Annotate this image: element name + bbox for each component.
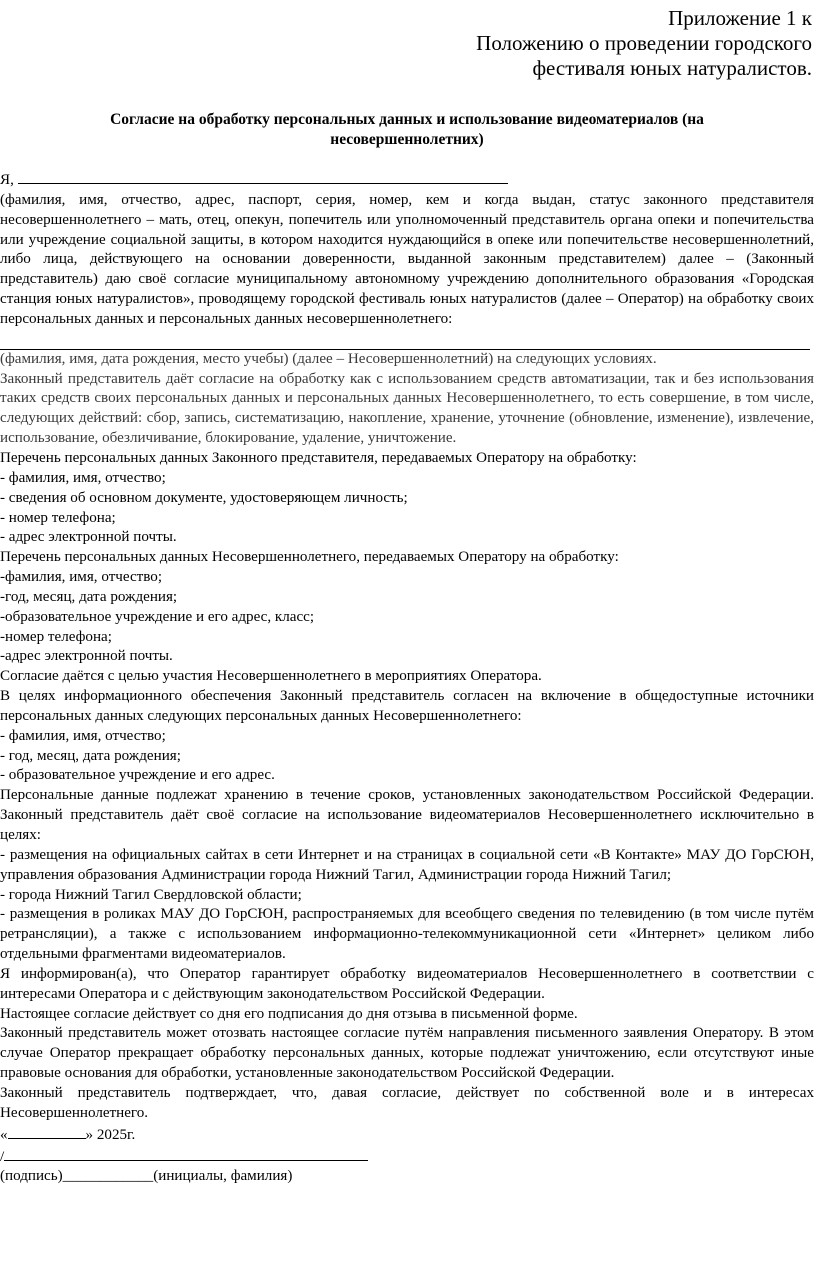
paragraph: Согласие даётся с целью участия Несовершеннолетнего в мероприятиях Оператора. [0,668,542,685]
date-prefix: « [0,1126,8,1143]
appendix-line-2: Положению о проведении городского [476,31,812,55]
signature-caption: (подпись)____________(инициалы, фамилия) [0,1168,293,1185]
paragraph: В целях информационного обеспечения Законный представитель согласен на включение в общедоступные источники персональных данных следующих персональных данных Несовершеннолетнего: [0,688,814,724]
paragraph: Законный представитель может отозвать настоящее согласие путём направления письменного заявления Оператору. В этом случае Оператор прекращает обработку персональных данных, которые подлежат уничтожению, если отсутствуют иные правовые основания для обработки, установленные законодательством Российской Федерации. [0,1025,814,1082]
appendix-line-3: фестиваля юных натуралистов. [532,56,812,80]
date-line [0,1124,814,1146]
list-item: - фамилия, имя, отчество; [0,469,166,486]
list-item: - размещения на официальных сайтах в сети Интернет и на страницах в социальной сети «В Контакте» МАУ ДО ГорСЮН, управления образования Администрации города Нижний Тагил, Администрации города Нижний Тагил; [0,846,814,883]
document-body [0,169,814,1187]
slash: / [0,1148,5,1165]
paragraph: Перечень персональных данных Несовершеннолетнего, передаваемых Оператору на обработку: [0,549,619,566]
list-item: - год, месяц, дата рождения; [0,747,181,764]
i-line [0,169,814,191]
slash-line [0,1146,814,1168]
i-label: Я, [0,172,14,188]
list-item: - фамилия, имя, отчество; [0,727,166,744]
appendix-line-1: Приложение 1 к [668,6,812,30]
paragraph: (фамилия, имя, отчество, адрес, паспорт, серия, номер, кем и когда выдан, статус законного представителя несовершеннолетнего – мать, отец, опекун, попечитель или уполномоченный представитель органа опеки и попечительства или учреждение социальной защиты, в котором находится нуждающийся в опеке или попечительстве несовершеннолетний, либо лица, действующего на основании доверенности, выданной законным представителем) далее – (Законный представитель) даю своё согласие муниципальному автономному учреждению дополнительного образования «Городская станция юных натуралистов», проводящему городской фестиваль юных натуралистов (далее – Оператор) на обработку своих персональных данных и персональных данных несовершеннолетнего: [0,191,814,327]
list-item: -номер телефона; [0,628,112,645]
list-item: - номер телефона; [0,509,116,526]
signature-field[interactable] [4,1146,368,1161]
minor-name-field[interactable] [0,330,810,350]
list-item: -образовательное учреждение и его адрес, класс; [0,608,315,625]
paragraph: Я информирован(а), что Оператор гарантирует обработку видеоматериалов Несовершеннолетнего в соответствии с интересами Оператора и с действующим законодательством Российской Федерации. [0,965,814,1002]
representative-name-field[interactable] [18,169,508,184]
appendix-header [0,6,812,81]
list-item: -год, месяц, дата рождения; [0,588,178,605]
paragraph: (фамилия, имя, дата рождения, место учебы) (далее – Несовершеннолетний) на следующих условиях. [0,350,657,367]
list-item: - размещения в роликах МАУ ДО ГорСЮН, распространяемых для всеобщего сведения по телевидению (в том числе путём ретрансляции), а также с использованием информационно-телекоммуникационной сети «Интернет» целиком либо отдельными фрагментами видеоматериалов. [0,906,814,963]
paragraph: Законный представитель даёт согласие на обработку как с использованием средств автоматизации, так и без использования таких средств своих персональных данных и персональных данных Несовершеннолетнего, то есть совершение, в том числе, следующих действий: сбор, запись, систематизацию, накопление, хранение, уточнение (обновление, изменение), извлечение, использование, обезличивание, блокирование, удаление, уничтожение. [0,370,814,447]
list-item: - адрес электронной почты. [0,529,177,546]
list-item: -адрес электронной почты. [0,648,173,665]
paragraph: Настоящее согласие действует со дня его подписания до дня отзыва в письменной форме. [0,1005,578,1022]
list-item: -фамилия, имя, отчество; [0,569,163,586]
paragraph: Законный представитель подтверждает, что, давая согласие, действует по собственной воле и в интересах Несовершеннолетнего. [0,1084,814,1121]
paragraph: Перечень персональных данных Законного представителя, передаваемых Оператору на обработку: [0,449,637,466]
date-suffix: » 2025г. [85,1126,136,1143]
date-day-field[interactable] [8,1124,86,1139]
list-item: - города Нижний Тагил Свердловской области; [0,886,302,903]
list-item: - сведения об основном документе, удостоверяющем личность; [0,489,408,506]
list-item: - образовательное учреждение и его адрес. [0,767,275,784]
document-title: Согласие на обработку персональных данных и использование видеоматериалов (на несовершеннолетних) [110,111,704,148]
paragraph: Персональные данные подлежат хранению в течение сроков, установленных законодательством Российской Федерации. Законный представитель даёт своё согласие на использование видеоматериалов Несовершеннолетнего исключительно в целях: [0,787,814,843]
